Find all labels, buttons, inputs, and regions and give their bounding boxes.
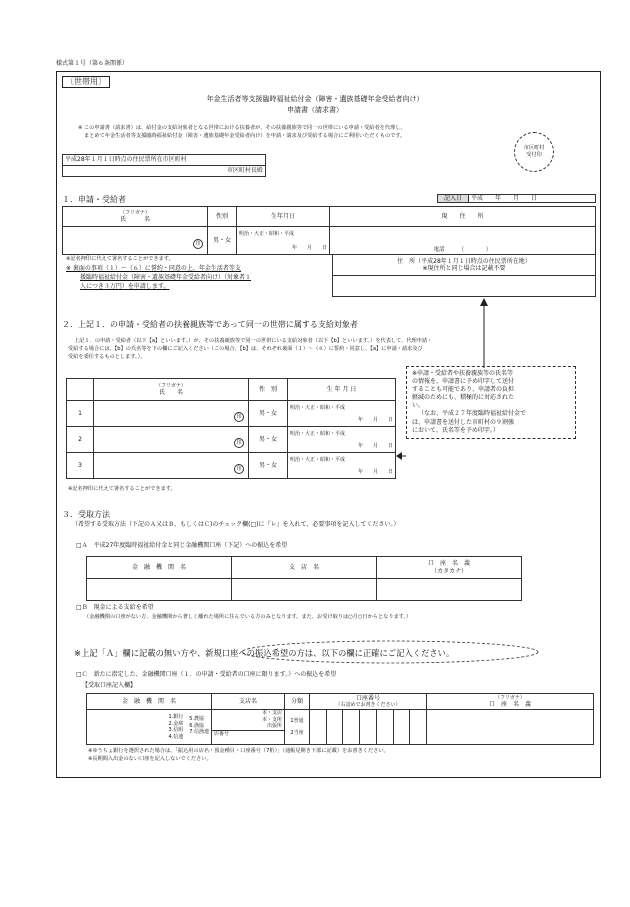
callout-line: において、氏名等を予め印字。） [412, 426, 499, 434]
dependent-row [67, 401, 396, 427]
callout-line: い。 [412, 402, 425, 410]
c-number-label: 口座番号 [355, 694, 380, 702]
arrow-left-icon [396, 452, 402, 460]
option-c-table [86, 693, 594, 745]
form-number: 様式第１号（第６条関係） [56, 60, 129, 67]
reception-stamp-label: 市区町村受付印 [523, 145, 545, 158]
applicant-birthdate[interactable] [237, 227, 330, 255]
birthdate-header: 生 年 月 日 [288, 379, 396, 401]
name-label: 氏 名 [119, 215, 150, 223]
row-number: 3 [67, 453, 94, 479]
footnote-2: ※長期間入出金のない口座を記入しないでください。 [88, 756, 212, 762]
dependent-gender[interactable]: 男・女 [249, 427, 288, 453]
bank-type-option[interactable]: 5.農協 [189, 716, 204, 722]
c-holder-header [427, 694, 594, 710]
a-bank-header: 金 融 機 関 名 [87, 557, 232, 579]
a-branch-header: 支 店 名 [232, 557, 377, 579]
row-number-header [67, 379, 94, 401]
dependent-gender[interactable]: 男・女 [249, 401, 288, 427]
addressee-box [62, 154, 266, 177]
dependent-name-field[interactable] [94, 401, 249, 427]
entry-date-value[interactable]: 平成 年 月 日 [469, 195, 596, 203]
seal-icon: 印 [193, 239, 203, 249]
ymd-label: 年 月 日 [357, 468, 393, 475]
c-type-header: 分類 [285, 694, 310, 710]
a-holder-label: 口 座 名 義 [427, 560, 470, 568]
addressee-header: 平成28年１月１日時点の住民票所在市区町村 [63, 155, 266, 166]
c-number-note: （右詰めでお書きください） [335, 702, 401, 709]
applicant-name-header [63, 207, 208, 227]
c-number-field[interactable] [310, 710, 427, 745]
highlight-ellipse [240, 640, 540, 664]
consent-line1: ※ 裏面の事項（１）～（６）に誓約・同意の上、年金生活者等支 [66, 265, 241, 272]
row-number: 2 [67, 427, 94, 453]
section1-heading: １．申請・受給者 [62, 195, 126, 204]
callout-line: （なお、平成２７年度臨時福祉給付金で [418, 410, 527, 418]
applicant-name-field[interactable] [63, 227, 208, 255]
ymd-label: 年 月 日 [291, 244, 327, 251]
dependent-gender[interactable]: 男・女 [249, 453, 288, 479]
c-type-field[interactable] [285, 710, 310, 745]
entry-date-label: 記入日 [438, 195, 469, 203]
ymd-label: 年 月 日 [357, 416, 393, 423]
c-number-header [310, 694, 427, 710]
furigana-label: （フリガナ） [156, 382, 186, 389]
phone-label: 電話 （ ） [433, 247, 492, 254]
callout-arrows [396, 296, 496, 476]
section2-intro-line1: 上記１．の申請・受給者（以下【a】といいます。）が、その扶養親族等で同一の世帯にいる支給対象者（以下【b】といいます。）を代表して、代理申請・ [74, 338, 433, 344]
c-bank-field[interactable] [87, 710, 212, 745]
furigana-label: （フリガナ） [120, 209, 150, 216]
consent-line2: 援臨時福祉給付金（障害・遺族基礎年金受給者向け）（対象者１ [80, 274, 252, 281]
dependent-row [67, 453, 396, 479]
branch-type-option[interactable]: 出張所 [266, 723, 282, 729]
bank-type-option[interactable]: 4.信連 [168, 733, 184, 740]
callout-line: は、申請書を送付した市町村の９割強 [412, 418, 515, 426]
bank-type-option[interactable]: 7.信漁連 [189, 729, 209, 735]
household-badge: 〔世帯用〕 [62, 76, 110, 88]
branch-type-option[interactable]: 本・支所 [261, 716, 282, 723]
era-options: 明治・大正・昭和・平成 [290, 430, 346, 437]
c-holder-label: 口 座 名 義 [488, 700, 531, 708]
entry-date-box [437, 194, 596, 203]
bank-type-option[interactable]: 6.漁協 [189, 722, 204, 729]
arrow-up-icon [480, 298, 488, 306]
warning-text: ※上記「Ａ」欄に記載の無い方や、新規口座への振込希望の方は、以下の欄に正確にご記入ください。 [74, 648, 455, 658]
applicant-gender[interactable]: 男・女 [208, 227, 237, 255]
option-c-caption: 【受取口座記入欄】 [82, 682, 137, 689]
dependent-birthdate[interactable] [288, 401, 396, 427]
option-a-table [86, 556, 522, 601]
branch-type-option[interactable]: 本・支店 [261, 710, 282, 716]
bank-type-option[interactable]: 2.金庫 [168, 720, 184, 727]
consent-line3: 人につき３万円）を申請します。 [80, 283, 170, 290]
c-holder-field[interactable] [427, 710, 594, 745]
bank-type-option[interactable]: 1.銀行 [168, 714, 184, 720]
a-holder-field[interactable] [377, 579, 522, 601]
account-type-option[interactable]: 2当座 [290, 730, 304, 736]
a-holder-kana-label: （カタカナ） [430, 567, 467, 575]
section3-instruction: （希望する受取方法（下記のＡ又はＢ、もしくはＣ)のチェック欄(□)に『レ』を入れて、必要事項を記入してください。） [72, 521, 400, 528]
dependent-row [67, 427, 396, 453]
callout-line: ※申請・受給者や扶養親族等の氏名等 [412, 370, 514, 377]
account-type-option[interactable]: 1普通 [290, 718, 304, 724]
section2-heading: ２．上記１．の申請・受給者の扶養親族等であって同一の世帯に属する支給対象者 [62, 320, 358, 329]
seal-icon: 印 [234, 464, 244, 474]
dependent-birthdate[interactable] [288, 427, 396, 453]
gender-header: 性別 [208, 207, 237, 227]
era-options: 明治・大正・昭和・平成 [290, 404, 346, 411]
section2-intro-line3: 受給を委任するものとします。）。 [68, 354, 146, 360]
residence-field[interactable] [333, 276, 596, 297]
dependent-name-field[interactable] [94, 427, 249, 453]
c-bank-header: 金 融 機 関 名 [87, 694, 212, 710]
c-branch-header: 支店名 [212, 694, 285, 710]
seal-icon: 印 [234, 412, 244, 422]
section1-seal-note: ※記名押印に代えて署名することができます。 [66, 256, 174, 262]
section3-heading: ３．受取方法 [62, 510, 110, 519]
birthdate-header: 生年月日 [237, 207, 330, 227]
seal-icon: 印 [234, 438, 244, 448]
option-a[interactable]: □Ａ 平成27年度臨時福祉給付金と同じ金融機関口座（下記）への振込を希望 [76, 542, 288, 549]
reception-stamp [514, 132, 554, 172]
dependent-name-field[interactable] [94, 453, 249, 479]
residence-box [332, 254, 596, 297]
option-b[interactable]: □Ｂ 現金による支給を希望 [76, 604, 154, 611]
option-c[interactable]: □Ｃ 新たに指定した、金融機関口座（１．の申請・受給者の口座に限ります。）への振込を希望 [76, 671, 337, 678]
era-options: 明治・大正・昭和・平成 [239, 230, 295, 237]
c-branch-field[interactable] [212, 710, 285, 745]
notice-line1: ※ この申請書（請求書）は、給付金の支給対象者となる世帯における扶養者が、その扶養親族等で同一の世帯にいる申請・受給者を代理し、 [78, 125, 406, 131]
addressee-mayor: 市区町村長殿 [63, 166, 266, 177]
title-line2: 申請書（請求書） [287, 106, 343, 114]
dependent-birthdate[interactable] [288, 453, 396, 479]
applicant-table [62, 206, 596, 255]
c-holder-kana-label: （フリガナ） [495, 694, 525, 701]
branch-code-label: 店番号 [212, 730, 284, 737]
applicant-address-field[interactable] [330, 227, 596, 255]
dependent-name-header [94, 379, 249, 401]
gender-header: 性 別 [249, 379, 288, 401]
dependents-table [66, 378, 396, 479]
callout-line: することも可能であり、申請者の負担 [412, 386, 515, 394]
section2-seal-note: ※記名押印に代えて署名することができます。 [68, 486, 176, 492]
callout-line: 軽減のためにも、積極的に対応された [412, 394, 515, 402]
a-holder-header [377, 557, 522, 579]
a-branch-field[interactable] [232, 579, 377, 601]
address-header: 現 住 所 [330, 207, 596, 227]
residence-note: ※現住所と同じ場合は記載不要 [422, 265, 506, 272]
a-bank-field[interactable] [87, 579, 232, 601]
row-number: 1 [67, 401, 94, 427]
callout-line: の情報を、申請書に予め印字して送付 [412, 378, 515, 386]
option-b-note: （金融機関の口座がない方、金融機関から著しく離れた場所に住んでいる方のみとなります。また、お受け取りは○月○日からとなります。） [84, 614, 412, 620]
title-line1: 年金生活者等支援臨時福祉給付金（障害・遺族基礎年金受給者向け） [206, 95, 424, 103]
era-options: 明治・大正・昭和・平成 [290, 456, 346, 463]
footnote-1: ※ゆうちょ銀行を選択された場合は、「振込用の店名・預金種目・口座番号（7桁）」（通帳見開き下部に記載）をお書きください。 [88, 748, 389, 754]
bank-type-option[interactable]: 3.信組 [168, 727, 184, 733]
residence-header [333, 255, 596, 276]
notice-line2: まとめて年金生活者等支援臨時福祉給付金（障害・遺族基礎年金受給者向け）を申請・請求及び受給する場合にご利用いただくものです。 [84, 133, 406, 139]
residence-label: 住 所（平成28年１月１日時点の住民票所在地） [397, 257, 531, 265]
section2-intro-line2: 受給する場合には、【b】の氏名等を下の欄にご記入ください（この場合、【b】は、それぞれ裏面（１）～（６）に誓約・同意し、【a】に申請・請求及び [68, 346, 423, 352]
ymd-label: 年 月 日 [357, 442, 393, 449]
name-label: 氏 名 [158, 388, 183, 396]
